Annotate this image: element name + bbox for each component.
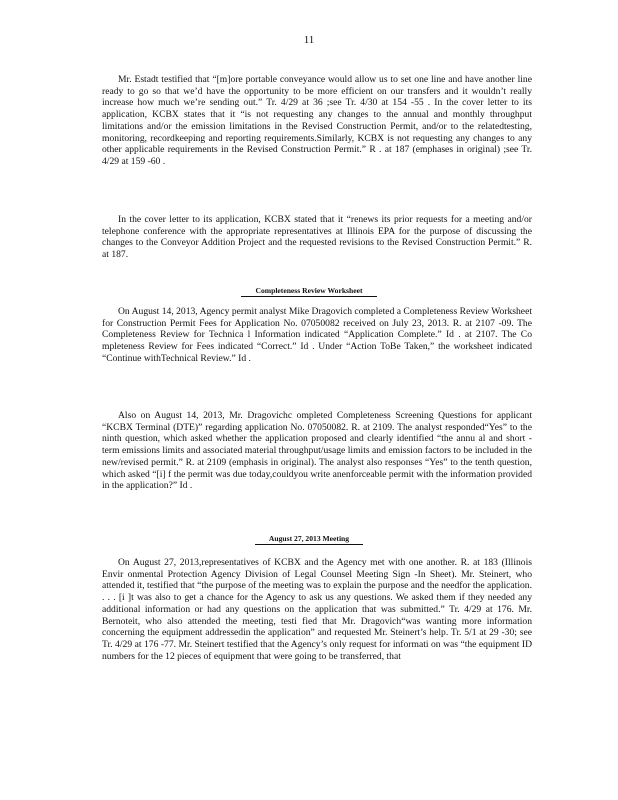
section-heading-text: Completeness Review Worksheet [241, 286, 376, 297]
paragraph-cover-letter-meeting-request: In the cover letter to its application, KCBX stated that it “renews its prior requests for a meeting and/or telephone conference with the appropriate representatives at Illinois EPA for the purpose of discussing the changes to the Conveyor Addition Project and the requested revisions to the Revised Construction Permit.” R. at 187. [102, 214, 532, 261]
paragraph-completeness-review-worksheet: On August 14, 2013, Agency permit analyst Mike Dragovich completed a Completeness Review Worksheet for Construction Permit Fees for Application No. 07050082 received on July 23, 2013. R. at 2107 -09. The Completeness Review for Technica l Information indicated “Application Complete.” Id . at 2107. The Co mpleteness Review for Fees indicated “Correct.” Id . Under “Action ToBe Taken,” the worksheet indicated “Continue withTechnical Review.” Id . [102, 306, 532, 364]
paragraph-august-27-meeting: On August 27, 2013,representatives of KCBX and the Agency met with one another. R. at 183 (Illinois Envir onmental Protection Agency Division of Legal Counsel Meeting Sign -In Sheet). Mr. Steinert, who attended it, testified that “the purpose of the meeting was to explain the purpose and the needfor the application. . . . [i ]t was also to get a chance for the Agency to ask us any questions. We asked them if they needed any additional information or had any questions on the application that was submitted.” Tr. 4/29 at 176. Mr. Bernoteit, who also attended the meeting, testi fied that Mr. Dragovich“was wanting more information concerning the equipment addressedin the application” and requested Mr. Steinert’s help. Tr. 5/1 at 29 -30; see Tr. 4/29 at 176 -77. Mr. Steinert testified that the Agency’s only request for informati on was “the equipment ID numbers for the 12 pieces of equipment that were going to be transferred, that [102, 557, 532, 662]
paragraph-estadt-testimony: Mr. Estadt testified that “[m]ore portable conveyance would allow us to set one line and have another line ready to go so that we’d have the opportunity to be more efficient on our transfers and it wouldn’t really increase how much we’re sending out.” Tr. 4/29 at 36 ;see Tr. 4/30 at 154 -55 . In the cover letter to its application, KCBX states that it “is not requesting any changes to the annual and monthly throughput limitations and/or the emission limitations in the Revised Construction Permit, and/or to the relatedtesting, monitoring, recordkeeping and reporting requirements.Similarly, KCBX is not requesting any changes to any other applicable requirements in the Revised Construction Permit.” R . at 187 (emphases in original) ;see Tr. 4/29 at 159 -60 . [102, 74, 532, 167]
section-heading-august-meeting [0, 534, 618, 543]
section-heading-completeness-review [0, 286, 618, 295]
page-number: 11 [303, 34, 315, 46]
section-heading-text: August 27, 2013 Meeting [255, 534, 363, 545]
paragraph-completeness-screening-questions: Also on August 14, 2013, Mr. Dragovichc ompleted Completeness Screening Questions for applicant “KCBX Terminal (DTE)” regarding application No. 07050082. R. at 2109. The analyst responded“Yes” to the ninth question, which asked whether the application proposed and clearly identified “the annu al and short -term emissions limits and associated material throughput/usage limits and emission factors to be included in the new/revised permit.” R. at 2109 (emphasis in original). The analyst also responses “Yes” to the tenth question, which asked “[i] f the permit was due today,couldyou write anenforceable permit with the information provided in the application?” Id . [102, 410, 532, 492]
